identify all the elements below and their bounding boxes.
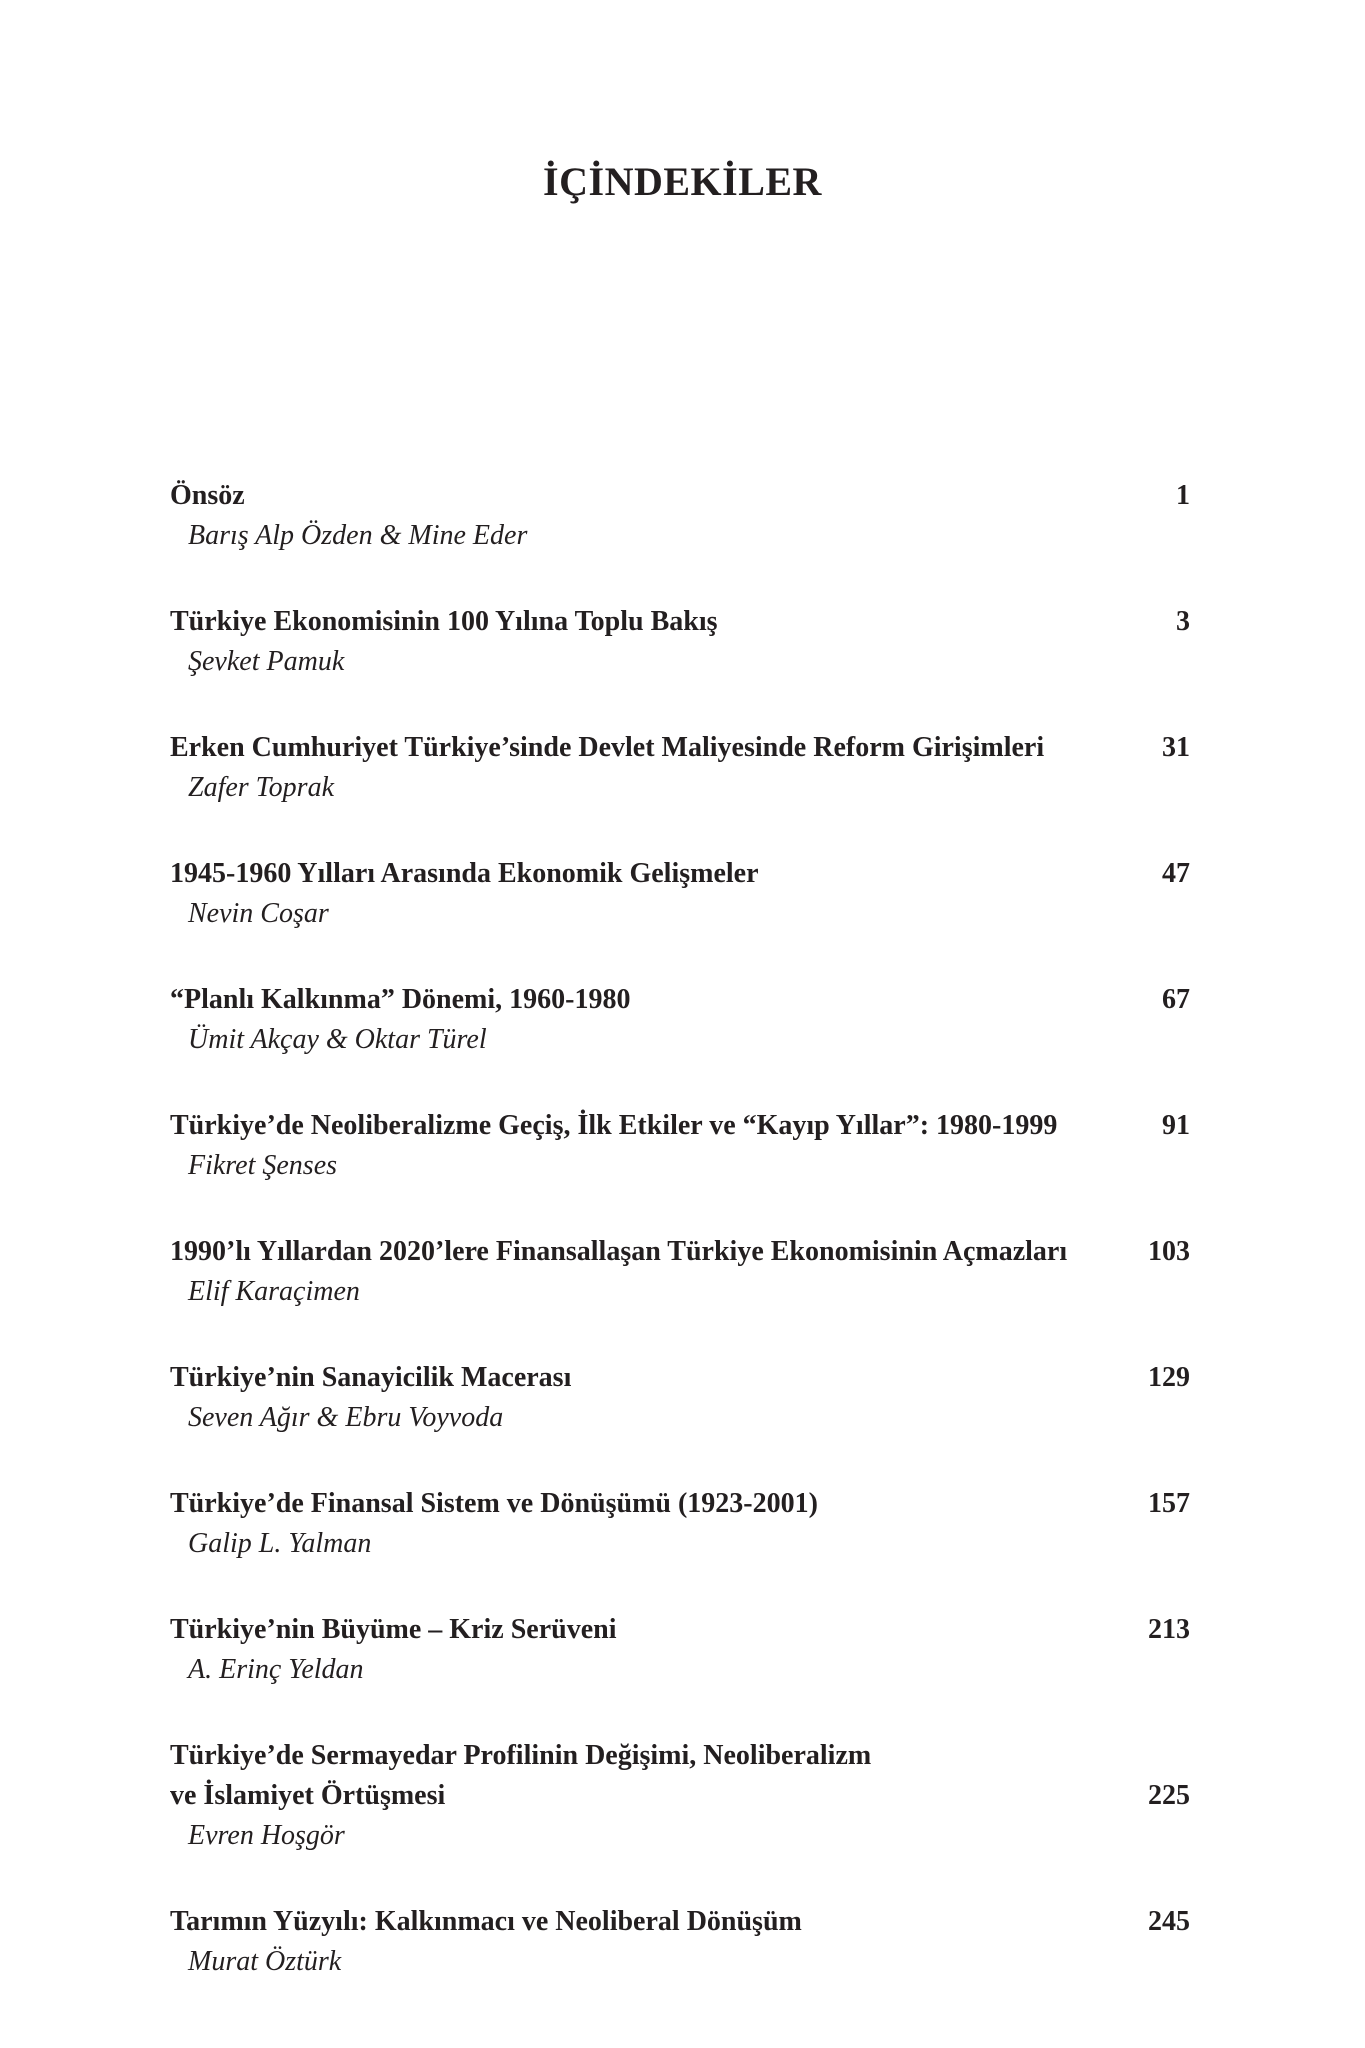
page-number: 129 (1148, 1362, 1190, 1393)
page-number: 213 (1148, 1614, 1190, 1645)
chapter-title: Türkiye’nin Büyüme – Kriz Serüveni (170, 1614, 617, 1645)
page-title: İÇİNDEKİLER (543, 159, 822, 204)
chapter-title: Tarımın Yüzyılı: Kalkınmacı ve Neoliberal Dönüşüm (170, 1906, 802, 1937)
chapter-title: Türkiye’de Finansal Sistem ve Dönüşümü (1923-2001) (170, 1488, 818, 1519)
page-number: 103 (1148, 1236, 1190, 1267)
toc-entry (170, 980, 1190, 1060)
chapter-title: 1945-1960 Yılları Arasında Ekonomik Gelişmeler (170, 858, 759, 889)
chapter-author: Ümit Akçay & Oktar Türel (188, 1024, 487, 1055)
chapter-author: Evren Hoşgör (188, 1820, 345, 1851)
chapter-title: Türkiye’de Sermayedar Profilinin Değişimi, Neoliberalizm ve İslamiyet Örtüşmesi (170, 1740, 872, 1811)
toc-entry (170, 728, 1190, 808)
page-number: 3 (1176, 606, 1190, 637)
chapter-author: A. Erinç Yeldan (188, 1654, 364, 1685)
toc-entry (170, 1358, 1190, 1438)
chapter-author: Barış Alp Özden & Mine Eder (188, 520, 528, 551)
chapter-title: Türkiye’de Neoliberalizme Geçiş, İlk Etkiler ve “Kayıp Yıllar”: 1980-1999 (170, 1110, 1058, 1141)
chapter-author: Nevin Coşar (188, 898, 329, 929)
chapter-title: Türkiye’nin Sanayicilik Macerası (170, 1362, 572, 1393)
chapter-author: Zafer Toprak (188, 772, 335, 803)
toc-entry (170, 854, 1190, 934)
chapter-title: Önsöz (170, 480, 245, 511)
chapter-title: Türkiye Ekonomisinin 100 Yılına Toplu Bakış (170, 606, 718, 637)
chapter-author: Galip L. Yalman (188, 1528, 372, 1559)
chapter-author: Elif Karaçimen (188, 1276, 360, 1307)
page-number: 1 (1176, 480, 1190, 511)
table-of-contents (170, 476, 1190, 2028)
chapter-author: Şevket Pamuk (188, 646, 345, 677)
toc-entry (170, 602, 1190, 682)
toc-entry (170, 1736, 1190, 1856)
toc-entry (170, 1232, 1190, 1312)
chapter-title: 1990’lı Yıllardan 2020’lere Finansallaşan Türkiye Ekonomisinin Açmazları (170, 1236, 1068, 1267)
page-number: 91 (1162, 1110, 1190, 1141)
page-number: 225 (1148, 1780, 1190, 1811)
toc-entry (170, 1610, 1190, 1690)
toc-entry (170, 1106, 1190, 1186)
chapter-author: Murat Öztürk (188, 1946, 342, 1977)
page-number: 67 (1162, 984, 1190, 1015)
page-number: 47 (1162, 858, 1190, 889)
toc-entry (170, 1484, 1190, 1564)
toc-entry (170, 476, 1190, 556)
toc-entry (170, 1902, 1190, 1982)
chapter-title: “Planlı Kalkınma” Dönemi, 1960-1980 (170, 984, 631, 1015)
page-number: 157 (1148, 1488, 1190, 1519)
page-number: 245 (1148, 1906, 1190, 1937)
chapter-author: Fikret Şenses (188, 1150, 338, 1181)
page-number: 31 (1162, 732, 1190, 763)
chapter-title: Erken Cumhuriyet Türkiye’sinde Devlet Maliyesinde Reform Girişimleri (170, 732, 1045, 763)
chapter-author: Seven Ağır & Ebru Voyvoda (188, 1402, 504, 1433)
